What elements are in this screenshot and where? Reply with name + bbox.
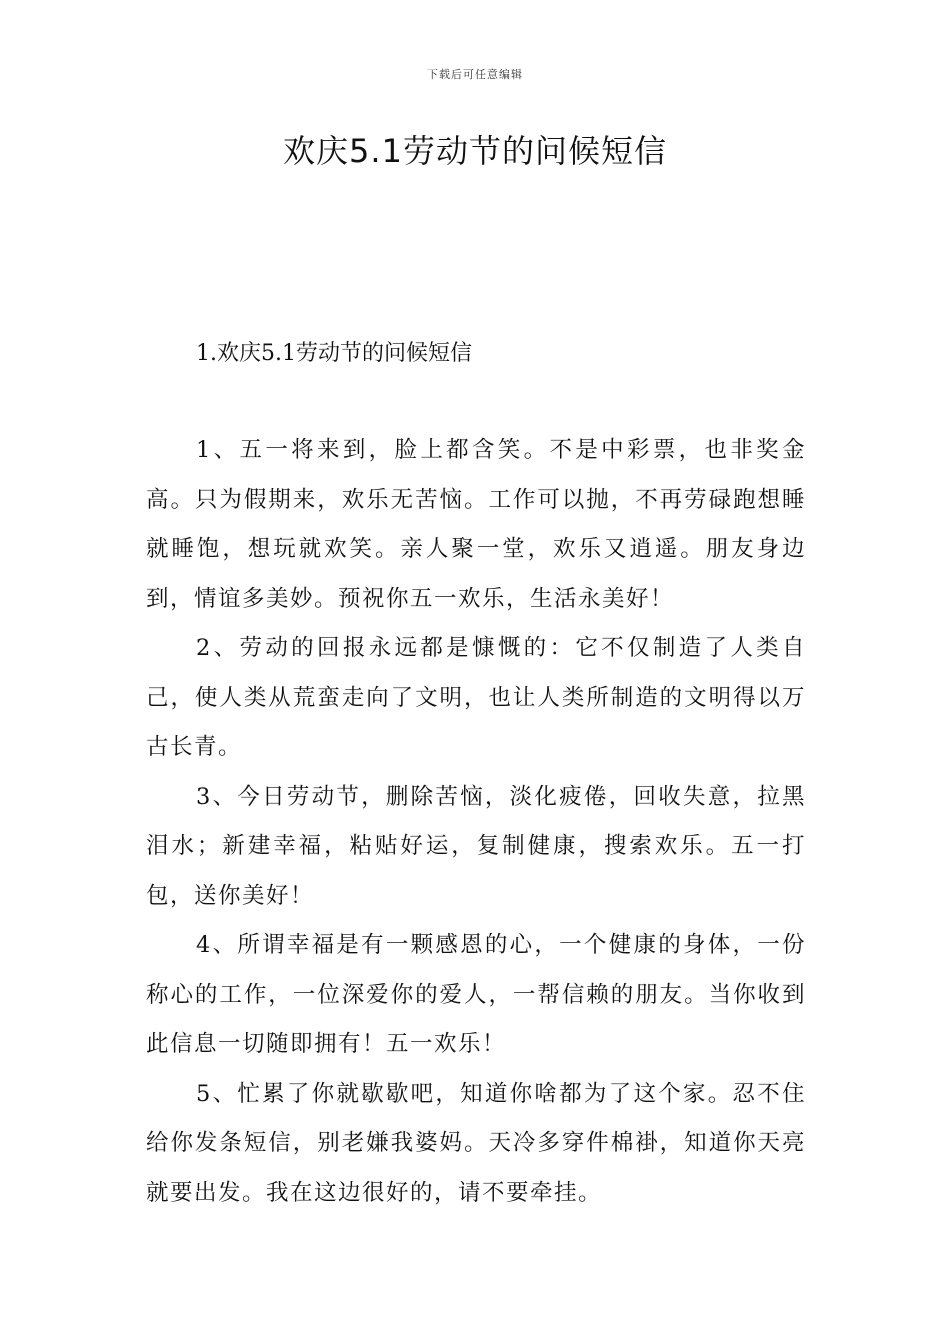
paragraph: 4、所谓幸福是有一颗感恩的心，一个健康的身体，一份称心的工作，一位深爱你的爱人，一帮信赖的朋友。当你收到此信息一切随即拥有！五一欢乐！ xyxy=(146,932,806,1057)
header-note: 下载后可任意编辑 xyxy=(427,68,523,81)
page-title: 欢庆5.1劳动节的问候短信 xyxy=(283,132,667,170)
paragraph: 3、今日劳动节，删除苦恼，淡化疲倦，回收失意，拉黑泪水；新建幸福，粘贴好运，复制健康，搜索欢乐。五一打包，送你美好！ xyxy=(146,783,806,909)
paragraph: 5、忙累了你就歇歇吧，知道你啥都为了这个家。忍不住给你发条短信，别老嫌我婆妈。天冷多穿件棉褂，知道你天亮就要出发。我在这边很好的，请不要牵挂。 xyxy=(146,1080,806,1206)
paragraph: 2、劳动的回报永远都是慷慨的：它不仅制造了人类自己，使人类从荒蛮走向了文明，也让人类所制造的文明得以万古长青。 xyxy=(146,635,806,760)
section-heading: 1.欢庆5.1劳动节的问候短信 xyxy=(196,341,472,366)
paragraph: 1、五一将来到，脸上都含笑。不是中彩票，也非奖金高。只为假期来，欢乐无苦恼。工作可以抛，不再劳碌跑想睡就睡饱，想玩就欢笑。亲人聚一堂，欢乐又逍遥。朋友身边到，情谊多美妙。预祝你五一欢乐，生活永美好！ xyxy=(146,437,806,612)
body-text xyxy=(146,426,806,1218)
